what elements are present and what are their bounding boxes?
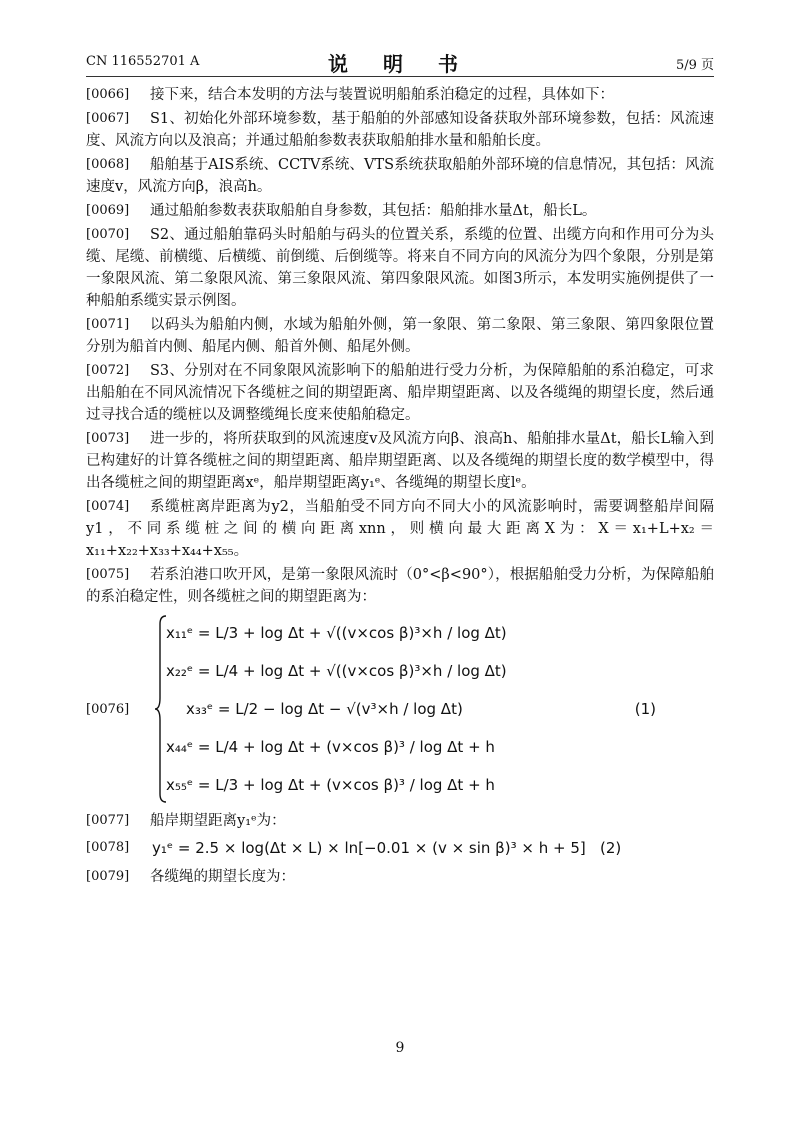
paragraph-text: 若系泊港口吹开风，是第一象限风流时（0°<β<90°），根据船舶受力分析，为保障船舶的系泊稳定性，则各缆桩之间的期望距离为： xyxy=(86,567,714,605)
document-body xyxy=(86,84,714,890)
paragraph-number: [0070] xyxy=(86,227,130,242)
paragraph-number: [0069] xyxy=(86,203,130,218)
page-info: 5/9 页 xyxy=(675,58,714,73)
paragraph-text: S1、初始化外部环境参数，基于船舶的外部感知设备获取外部环境参数，包括：风流速度、风流方向以及浪高；并通过船舶参数表获取船舶排水量和船舶长度。 xyxy=(86,111,714,149)
paragraph-number: [0078] xyxy=(86,840,130,855)
equation-line: x₂₂ᵉ = L/4 + log Δt + √((v×cos β)³×h / log Δt) xyxy=(166,662,507,680)
paragraph xyxy=(86,564,714,608)
equation-line: x₃₃ᵉ = L/2 − log Δt − √(v³×h / log Δt) xyxy=(186,700,463,718)
equation-formula: y₁ᵉ = 2.5 × log(Δt × L) × ln[−0.01 × (v × sin β)³ × h + 5] xyxy=(152,839,586,857)
paragraph-number: [0071] xyxy=(86,317,130,332)
paragraph xyxy=(86,314,714,358)
paragraph-text: S3、分别对在不同象限风流影响下的船舶进行受力分析，为保障船舶的系泊稳定，可求出船舶在不同风流情况下各缆桩之间的期望距离、船岸期望距离、以及各缆绳的期望长度，然后通过寻找合适的缆桩以及调整缆绳长度来使船舶稳定。 xyxy=(86,363,714,423)
paragraph-number: [0066] xyxy=(86,87,130,102)
paragraph-number: [0079] xyxy=(86,869,130,884)
paragraph-number: [0075] xyxy=(86,567,130,582)
doc-number: CN 116552701 A xyxy=(86,54,200,69)
paragraph xyxy=(86,866,714,888)
paragraph-number: [0073] xyxy=(86,431,130,446)
paragraph-text: 通过船舶参数表获取船舶自身参数，其包括：船舶排水量Δt，船长L。 xyxy=(150,203,597,219)
page-number: 9 xyxy=(395,1040,405,1056)
paragraph-text: S2、通过船舶靠码头时船舶与码头的位置关系，系缆的位置、出缆方向和作用可分为头缆、尾缆、前横缆、后横缆、前倒缆、后倒缆等。将来自不同方向的风流分为四个象限，分别是第一象限风流、第二象限风流、第三象限风流、第四象限风流。如图3所示，本发明实施例提供了一种船舶系缆实景示例图。 xyxy=(86,227,714,309)
equation-1-block xyxy=(86,614,714,810)
paragraph-text: 以码头为船舶内侧，水域为船舶外侧，第一象限、第二象限、第三象限、第四象限位置分别为船首内侧、船尾内侧、船首外侧、船尾外侧。 xyxy=(86,317,714,355)
equation-line: x₄₄ᵉ = L/4 + log Δt + (v×cos β)³ / log Δt + h xyxy=(166,738,495,756)
paragraph-number: [0074] xyxy=(86,499,130,514)
paragraph xyxy=(86,108,714,152)
paragraph-number: [0068] xyxy=(86,157,130,172)
paragraph-text: 各缆绳的期望长度为： xyxy=(150,869,295,885)
paragraph-number: [0067] xyxy=(86,111,130,126)
equation-number: (2) xyxy=(600,839,622,857)
paragraph xyxy=(86,200,714,222)
paragraph-text: 船岸期望距离y₁ᵉ为： xyxy=(150,813,286,829)
paragraph-text: 接下来，结合本发明的方法与装置说明船舶系泊稳定的过程，具体如下： xyxy=(150,87,614,103)
paragraph-number: [0076] xyxy=(86,702,130,717)
paragraph xyxy=(86,224,714,312)
paragraph xyxy=(86,810,714,832)
paragraph-text: 船舶基于AIS系统、CCTV系统、VTS系统获取船舶外部环境的信息情况，其包括：风流速度v，风流方向β，浪高h。 xyxy=(86,157,714,195)
equation-line: x₁₁ᵉ = L/3 + log Δt + √((v×cos β)³×h / log Δt) xyxy=(166,624,507,642)
paragraph xyxy=(86,496,714,562)
equation-line: x₅₅ᵉ = L/3 + log Δt + (v×cos β)³ / log Δt + h xyxy=(166,776,495,794)
paragraph xyxy=(86,84,714,106)
page-header xyxy=(86,46,714,77)
paragraph xyxy=(86,154,714,198)
paragraph-text: 进一步的，将所获取到的风流速度v及风流方向β、浪高h、船舶排水量Δt，船长L输入到已构建好的计算各缆桩之间的期望距离、船岸期望距离、以及各缆绳的期望长度的数学模型中，得出各缆桩之间的期望距离xᵉ，船岸期望距离y₁ᵉ、各缆绳的期望长度lᵉ。 xyxy=(86,431,714,491)
equation-number: (1) xyxy=(634,700,656,718)
paragraph-number: [0077] xyxy=(86,813,130,828)
paragraph xyxy=(86,360,714,426)
paragraph xyxy=(86,428,714,494)
equation-system xyxy=(166,614,507,804)
paragraph-number: [0072] xyxy=(86,363,130,378)
equation-2-block xyxy=(86,836,714,866)
doc-title: 说 明 书 xyxy=(328,52,472,76)
paragraph-text: 系缆桩离岸距离为y2，当船舶受不同方向不同大小的风流影响时，需要调整船岸间隔y1，不同系缆桩之间的横向距离xnn，则横向最大距离X为：X＝x₁+L+x₂＝x₁₁+x₂₂+x₃₃+x₄₄+x₅₅。 xyxy=(86,499,714,559)
